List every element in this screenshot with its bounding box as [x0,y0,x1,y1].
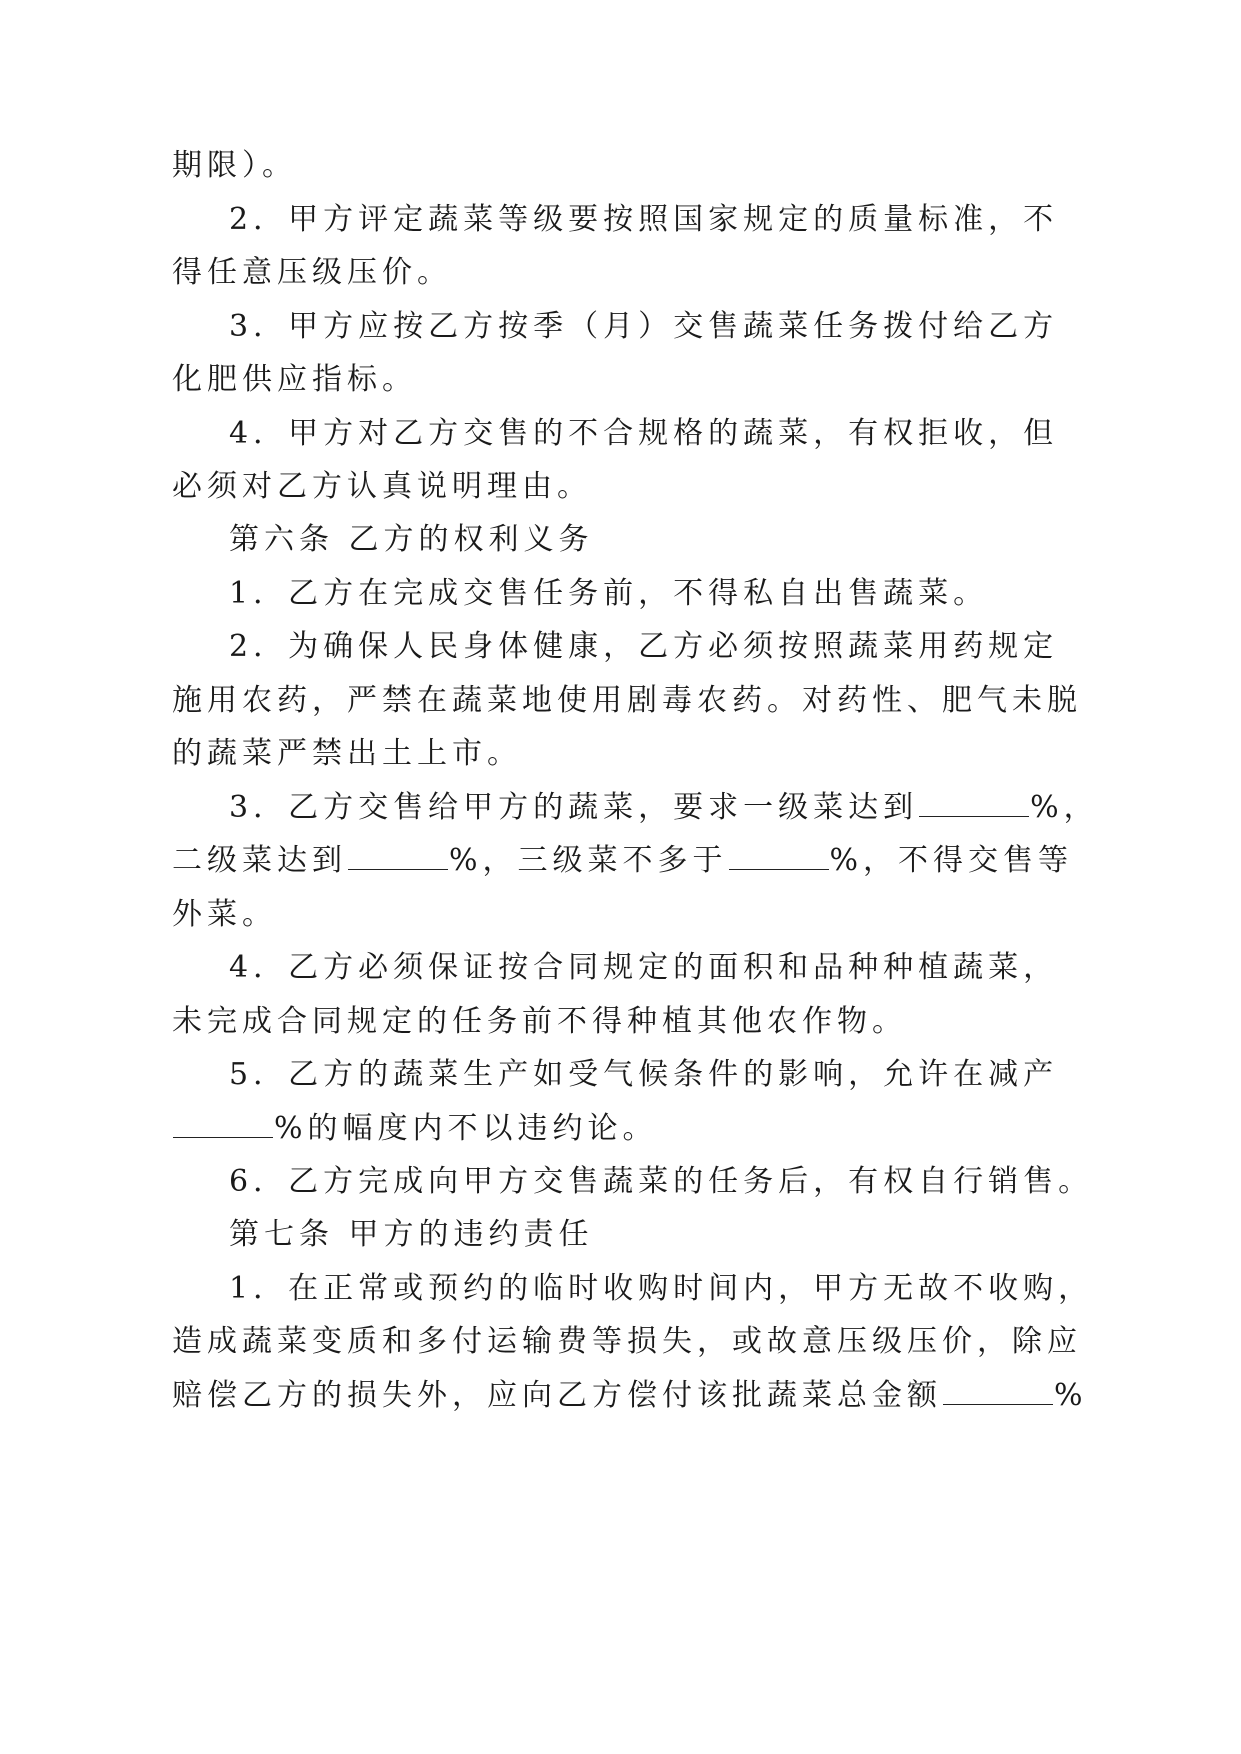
paragraph-line: 造成蔬菜变质和多付运输费等损失，或故意压级压价，除应 [172,1324,1082,1359]
section-heading: 第六条 乙方的权利义务 [229,522,594,557]
fill-blank[interactable] [919,792,1029,817]
paragraph-line: 2．甲方评定蔬菜等级要按照国家规定的质量标准，不 [229,202,1059,237]
paragraph-line: 1．在正常或预约的临时收购时间内，甲方无故不收购， [229,1271,1094,1306]
fill-blank[interactable] [173,1113,273,1138]
paragraph-line: 4．甲方对乙方交售的不合规格的蔬菜，有权拒收，但 [229,416,1059,451]
paragraph-line: 化肥供应指标。 [172,362,417,397]
fill-blank[interactable] [943,1380,1053,1405]
line-text: 赔偿乙方的损失外，应向乙方偿付该批蔬菜总金额 [172,1378,942,1413]
paragraph-line: 施用农药，严禁在蔬菜地使用剧毒农药。对药性、肥气未脱 [172,683,1082,718]
section-heading: 第七条 甲方的违约责任 [229,1217,594,1252]
line-text: %，三级菜不多于 [449,843,728,878]
paragraph-line: 3．甲方应按乙方按季（月）交售蔬菜任务拨付给乙方 [229,309,1059,344]
paragraph-line: 未完成合同规定的任务前不得种植其他农作物。 [172,1004,907,1039]
line-text: % [1054,1378,1088,1413]
paragraph-line: 得任意压级压价。 [172,255,452,290]
paragraph-line [172,1109,658,1149]
paragraph-line: 必须对乙方认真说明理由。 [172,469,592,504]
paragraph-line: 期限）。 [172,148,297,183]
paragraph-line: 2．为确保人民身体健康，乙方必须按照蔬菜用药规定 [229,629,1059,664]
paragraph-line: 5．乙方的蔬菜生产如受气候条件的影响，允许在减产 [229,1057,1059,1092]
line-text: 二级菜达到 [172,843,347,878]
paragraph-line: 的蔬菜严禁出土上市。 [172,736,522,771]
fill-blank[interactable] [348,845,448,870]
line-text: %， [1030,790,1099,825]
line-text: %的幅度内不以违约论。 [274,1111,658,1146]
paragraph-line [229,788,1099,828]
paragraph-line: 6．乙方完成向甲方交售蔬菜的任务后，有权自行销售。 [229,1164,1094,1199]
paragraph-line: 1．乙方在完成交售任务前，不得私自出售蔬菜。 [229,576,989,611]
paragraph-line [172,841,1073,881]
fill-blank[interactable] [729,845,829,870]
line-text: 3．乙方交售给甲方的蔬菜，要求一级菜达到 [229,790,919,825]
line-text: %，不得交售等 [829,843,1074,878]
paragraph-line: 4．乙方必须保证按合同规定的面积和品种种植蔬菜， [229,950,1059,985]
paragraph-line [172,1376,1088,1416]
paragraph-line: 外菜。 [172,897,277,932]
